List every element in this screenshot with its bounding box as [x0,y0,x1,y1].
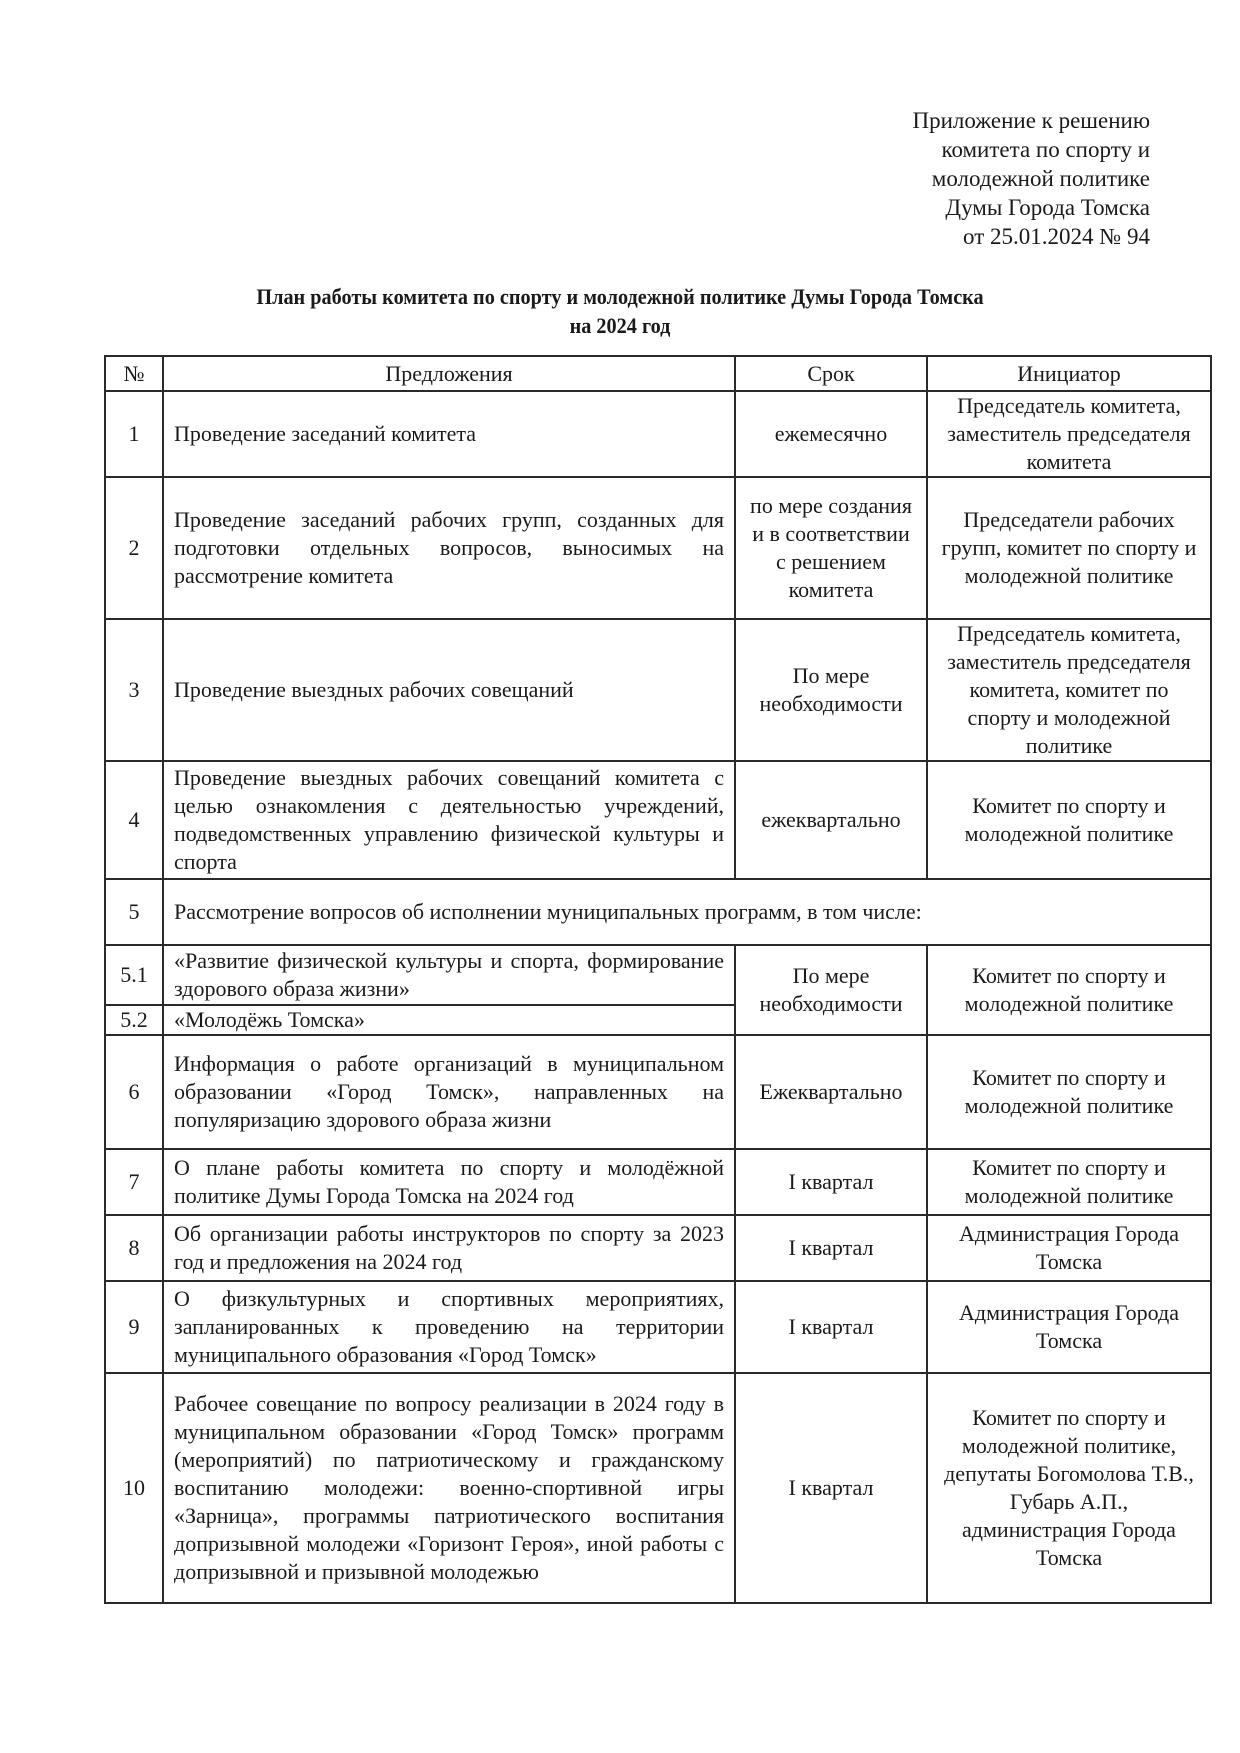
row-term: Ежеквартально [735,1035,927,1149]
row-proposal: Проведение выездных рабочих совещаний [163,619,735,761]
table-header-row [105,356,1211,391]
appendix-note [912,106,1150,251]
row-num: 5 [105,879,163,945]
row-term: I квартал [735,1149,927,1215]
row-num: 6 [105,1035,163,1149]
row-initiator: Комитет по спорту и молодежной политике, депутаты Богомолова Т.В., Губарь А.П., администрация Города Томска [927,1373,1211,1603]
table-row [105,619,1211,761]
header-num: № [105,356,163,391]
row-num: 4 [105,761,163,879]
row-proposal: Рассмотрение вопросов об исполнении муниципальных программ, в том числе: [163,879,1211,945]
header-initiator: Инициатор [927,356,1211,391]
row-num: 7 [105,1149,163,1215]
table-row [105,1149,1211,1215]
row-proposal: Информация о работе организаций в муниципальном образовании «Город Томск», направленных на популяризацию здорового образа жизни [163,1035,735,1149]
row-proposal: Об организации работы инструкторов по спорту за 2023 год и предложения на 2024 год [163,1215,735,1281]
table-row [105,1215,1211,1281]
table-row [105,477,1211,619]
table-row [105,1281,1211,1373]
row-proposal: Проведение заседаний комитета [163,391,735,477]
row-num: 2 [105,477,163,619]
document-title [142,282,1099,340]
table-row [105,1035,1211,1149]
row-num: 8 [105,1215,163,1281]
appendix-line: комитета по спорту и [941,137,1150,162]
row-num: 9 [105,1281,163,1373]
row-proposal: «Молодёжь Томска» [163,1005,735,1035]
row-proposal: О физкультурных и спортивных мероприятиях, запланированных к проведению на территории муниципального образования «Город Томск» [163,1281,735,1373]
table-row [105,879,1211,945]
work-plan-table [104,355,1212,1604]
table-row [105,761,1211,879]
title-line-2: на 2024 год [569,313,671,338]
row-num: 5.1 [105,945,163,1005]
header-proposals: Предложения [163,356,735,391]
row-proposal: Проведение выездных рабочих совещаний комитета с целью ознакомления с деятельностью учреждений, подведомственных управлению физической культуры и спорта [163,761,735,879]
row-term: По мере необходимости [735,945,927,1035]
row-term: по мере создания и в соответствии с решением комитета [735,477,927,619]
row-term: I квартал [735,1373,927,1603]
row-num: 5.2 [105,1005,163,1035]
row-num: 10 [105,1373,163,1603]
row-initiator: Комитет по спорту и молодежной политике [927,761,1211,879]
table-row [105,1373,1211,1603]
appendix-line: Приложение к решению [912,108,1150,133]
row-term: ежемесячно [735,391,927,477]
row-term: ежеквартально [735,761,927,879]
table-row [105,391,1211,477]
header-term: Срок [735,356,927,391]
row-num: 3 [105,619,163,761]
row-term: I квартал [735,1215,927,1281]
row-initiator: Комитет по спорту и молодежной политике [927,1149,1211,1215]
row-proposal: Рабочее совещание по вопросу реализации в 2024 году в муниципальном образовании «Город Томск» программ (мероприятий) по патриотическому и гражданскому воспитанию молодежи: военно-спортивной игры «Зарница», программы патриотического воспитания допризывной молодежи «Горизонт Героя», иной работы с допризывной и призывной молодежью [163,1373,735,1603]
row-term: I квартал [735,1281,927,1373]
row-initiator: Администрация Города Томска [927,1281,1211,1373]
row-term: По мере необходимости [735,619,927,761]
appendix-line: Думы Города Томска [945,195,1150,220]
row-initiator: Комитет по спорту и молодежной политике [927,945,1211,1035]
appendix-line: молодежной политике [931,166,1150,191]
title-line-1: План работы комитета по спорту и молодежной политике Думы Города Томска [256,284,984,309]
row-initiator: Комитет по спорту и молодежной политике [927,1035,1211,1149]
row-initiator: Председатель комитета, заместитель председателя комитета, комитет по спорту и молодежной политике [927,619,1211,761]
appendix-line: от 25.01.2024 № 94 [963,224,1150,249]
row-num: 1 [105,391,163,477]
row-proposal: Проведение заседаний рабочих групп, созданных для подготовки отдельных вопросов, выносимых на рассмотрение комитета [163,477,735,619]
row-proposal: О плане работы комитета по спорту и молодёжной политике Думы Города Томска на 2024 год [163,1149,735,1215]
row-initiator: Председатель комитета, заместитель председателя комитета [927,391,1211,477]
row-initiator: Председатели рабочих групп, комитет по спорту и молодежной политике [927,477,1211,619]
row-proposal: «Развитие физической культуры и спорта, формирование здорового образа жизни» [163,945,735,1005]
table-row [105,945,1211,1005]
row-initiator: Администрация Города Томска [927,1215,1211,1281]
